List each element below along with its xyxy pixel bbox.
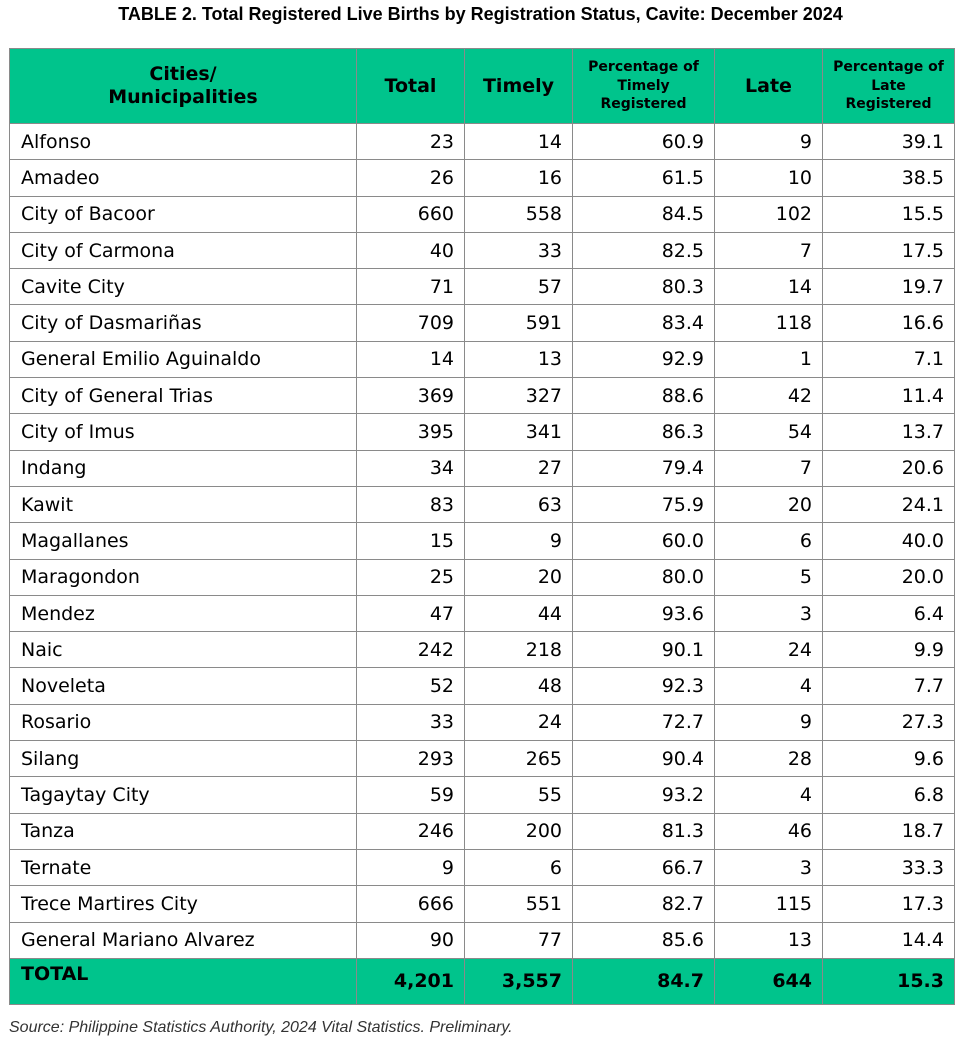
cell-pct-timely: 82.7 (573, 886, 715, 922)
table-row (10, 269, 955, 305)
cell-name: City of General Trias (10, 378, 357, 414)
cell-name: Naic (10, 632, 357, 668)
cell-timely: 77 (465, 922, 573, 958)
cell-pct-late: 13.7 (823, 414, 955, 450)
cell-total: 34 (357, 450, 465, 486)
cell-pct-timely: 79.4 (573, 450, 715, 486)
cell-total: 33 (357, 704, 465, 740)
cell-pct-timely: 85.6 (573, 922, 715, 958)
table-row (10, 450, 955, 486)
table-row (10, 886, 955, 922)
cell-total: 709 (357, 305, 465, 341)
cell-pct-late: 20.6 (823, 450, 955, 486)
births-table (9, 48, 955, 1005)
cell-pct-timely: 88.6 (573, 378, 715, 414)
cell-name: Magallanes (10, 523, 357, 559)
cell-total: 369 (357, 378, 465, 414)
cell-total: 25 (357, 559, 465, 595)
table-row (10, 160, 955, 196)
cell-total: 246 (357, 813, 465, 849)
table-row (10, 124, 955, 160)
header-pct-timely: Percentage of Timely Registered (573, 49, 715, 124)
total-row (10, 958, 955, 1004)
table-row (10, 341, 955, 377)
cell-timely: 44 (465, 595, 573, 631)
table-row (10, 922, 955, 958)
cell-pct-late: 18.7 (823, 813, 955, 849)
table-row (10, 595, 955, 631)
cell-total: 52 (357, 668, 465, 704)
table-row (10, 668, 955, 704)
cell-timely: 265 (465, 741, 573, 777)
header-late: Late (715, 49, 823, 124)
cell-total: 59 (357, 777, 465, 813)
cell-total: 23 (357, 124, 465, 160)
header-total: Total (357, 49, 465, 124)
cell-late: 24 (715, 632, 823, 668)
cell-name: General Mariano Alvarez (10, 922, 357, 958)
cell-pct-timely: 90.1 (573, 632, 715, 668)
total-timely: 3,557 (465, 958, 573, 1004)
cell-pct-timely: 60.9 (573, 124, 715, 160)
cell-pct-timely: 82.5 (573, 232, 715, 268)
cell-pct-timely: 81.3 (573, 813, 715, 849)
cell-late: 102 (715, 196, 823, 232)
table-row (10, 414, 955, 450)
cell-pct-timely: 92.9 (573, 341, 715, 377)
cell-pct-timely: 66.7 (573, 849, 715, 885)
table-title: TABLE 2. Total Registered Live Births by Registration Status, Cavite: December 2024 (118, 4, 843, 24)
cell-timely: 6 (465, 849, 573, 885)
cell-name: City of Dasmariñas (10, 305, 357, 341)
cell-late: 13 (715, 922, 823, 958)
cell-timely: 24 (465, 704, 573, 740)
cell-timely: 13 (465, 341, 573, 377)
cell-pct-late: 38.5 (823, 160, 955, 196)
cell-late: 5 (715, 559, 823, 595)
cell-name: General Emilio Aguinaldo (10, 341, 357, 377)
cell-pct-timely: 86.3 (573, 414, 715, 450)
cell-name: City of Bacoor (10, 196, 357, 232)
cell-name: Amadeo (10, 160, 357, 196)
cell-timely: 551 (465, 886, 573, 922)
cell-late: 7 (715, 232, 823, 268)
cell-timely: 200 (465, 813, 573, 849)
header-pct-late: Percentage of Late Registered (823, 49, 955, 124)
cell-pct-timely: 92.3 (573, 668, 715, 704)
total-label: TOTAL (10, 958, 357, 1004)
cell-total: 26 (357, 160, 465, 196)
cell-pct-late: 11.4 (823, 378, 955, 414)
cell-total: 40 (357, 232, 465, 268)
cell-total: 15 (357, 523, 465, 559)
cell-name: Noveleta (10, 668, 357, 704)
cell-pct-late: 16.6 (823, 305, 955, 341)
table-row (10, 704, 955, 740)
cell-total: 242 (357, 632, 465, 668)
cell-pct-late: 17.3 (823, 886, 955, 922)
cell-late: 3 (715, 595, 823, 631)
cell-timely: 558 (465, 196, 573, 232)
table-row (10, 232, 955, 268)
table-row (10, 523, 955, 559)
cell-name: Alfonso (10, 124, 357, 160)
cell-timely: 57 (465, 269, 573, 305)
table-row (10, 305, 955, 341)
cell-late: 9 (715, 704, 823, 740)
cell-total: 71 (357, 269, 465, 305)
cell-pct-timely: 93.2 (573, 777, 715, 813)
cell-total: 90 (357, 922, 465, 958)
cell-pct-late: 33.3 (823, 849, 955, 885)
cell-timely: 591 (465, 305, 573, 341)
cell-total: 83 (357, 486, 465, 522)
cell-timely: 9 (465, 523, 573, 559)
cell-name: Kawit (10, 486, 357, 522)
cell-timely: 55 (465, 777, 573, 813)
cell-late: 4 (715, 777, 823, 813)
cell-pct-late: 19.7 (823, 269, 955, 305)
cell-name: City of Imus (10, 414, 357, 450)
table-body (10, 124, 955, 959)
cell-pct-timely: 90.4 (573, 741, 715, 777)
cell-total: 47 (357, 595, 465, 631)
table-row (10, 559, 955, 595)
cell-timely: 27 (465, 450, 573, 486)
cell-late: 4 (715, 668, 823, 704)
cell-pct-timely: 61.5 (573, 160, 715, 196)
cell-timely: 33 (465, 232, 573, 268)
cell-total: 9 (357, 849, 465, 885)
cell-pct-timely: 80.0 (573, 559, 715, 595)
cell-late: 10 (715, 160, 823, 196)
header-row (10, 49, 955, 124)
cell-pct-late: 7.7 (823, 668, 955, 704)
cell-timely: 63 (465, 486, 573, 522)
total-pct-timely: 84.7 (573, 958, 715, 1004)
cell-timely: 327 (465, 378, 573, 414)
cell-late: 6 (715, 523, 823, 559)
cell-total: 666 (357, 886, 465, 922)
cell-pct-late: 6.4 (823, 595, 955, 631)
table-row (10, 777, 955, 813)
header-timely: Timely (465, 49, 573, 124)
cell-pct-timely: 93.6 (573, 595, 715, 631)
cell-timely: 14 (465, 124, 573, 160)
cell-late: 46 (715, 813, 823, 849)
cell-pct-late: 14.4 (823, 922, 955, 958)
cell-total: 660 (357, 196, 465, 232)
cell-timely: 48 (465, 668, 573, 704)
cell-late: 28 (715, 741, 823, 777)
cell-total: 293 (357, 741, 465, 777)
cell-name: Rosario (10, 704, 357, 740)
cell-pct-late: 24.1 (823, 486, 955, 522)
table-row (10, 196, 955, 232)
cell-pct-late: 27.3 (823, 704, 955, 740)
cell-name: Indang (10, 450, 357, 486)
cell-pct-timely: 84.5 (573, 196, 715, 232)
cell-late: 20 (715, 486, 823, 522)
cell-pct-late: 9.6 (823, 741, 955, 777)
cell-pct-timely: 80.3 (573, 269, 715, 305)
cell-pct-late: 15.5 (823, 196, 955, 232)
cell-timely: 20 (465, 559, 573, 595)
cell-pct-timely: 72.7 (573, 704, 715, 740)
cell-timely: 16 (465, 160, 573, 196)
cell-late: 3 (715, 849, 823, 885)
table-row (10, 849, 955, 885)
cell-late: 1 (715, 341, 823, 377)
table-row (10, 378, 955, 414)
cell-pct-timely: 75.9 (573, 486, 715, 522)
cell-total: 14 (357, 341, 465, 377)
cell-name: Tagaytay City (10, 777, 357, 813)
table-row (10, 632, 955, 668)
cell-late: 115 (715, 886, 823, 922)
cell-late: 118 (715, 305, 823, 341)
header-cities: Cities/ Municipalities (10, 49, 357, 124)
total-pct-late: 15.3 (823, 958, 955, 1004)
cell-pct-late: 7.1 (823, 341, 955, 377)
cell-late: 14 (715, 269, 823, 305)
cell-name: Ternate (10, 849, 357, 885)
cell-name: Silang (10, 741, 357, 777)
cell-name: Mendez (10, 595, 357, 631)
source-note: Source: Philippine Statistics Authority, 2024 Vital Statistics. Preliminary. (9, 1019, 513, 1036)
table-row (10, 741, 955, 777)
cell-name: City of Carmona (10, 232, 357, 268)
cell-pct-late: 40.0 (823, 523, 955, 559)
cell-pct-late: 6.8 (823, 777, 955, 813)
table-row (10, 813, 955, 849)
cell-pct-timely: 60.0 (573, 523, 715, 559)
cell-name: Maragondon (10, 559, 357, 595)
cell-late: 7 (715, 450, 823, 486)
cell-pct-late: 20.0 (823, 559, 955, 595)
cell-pct-late: 9.9 (823, 632, 955, 668)
cell-timely: 341 (465, 414, 573, 450)
cell-late: 9 (715, 124, 823, 160)
cell-name: Trece Martires City (10, 886, 357, 922)
total-total: 4,201 (357, 958, 465, 1004)
table-row (10, 486, 955, 522)
cell-late: 54 (715, 414, 823, 450)
cell-late: 42 (715, 378, 823, 414)
cell-total: 395 (357, 414, 465, 450)
cell-pct-late: 39.1 (823, 124, 955, 160)
cell-pct-timely: 83.4 (573, 305, 715, 341)
cell-timely: 218 (465, 632, 573, 668)
cell-pct-late: 17.5 (823, 232, 955, 268)
total-late: 644 (715, 958, 823, 1004)
cell-name: Tanza (10, 813, 357, 849)
cell-name: Cavite City (10, 269, 357, 305)
